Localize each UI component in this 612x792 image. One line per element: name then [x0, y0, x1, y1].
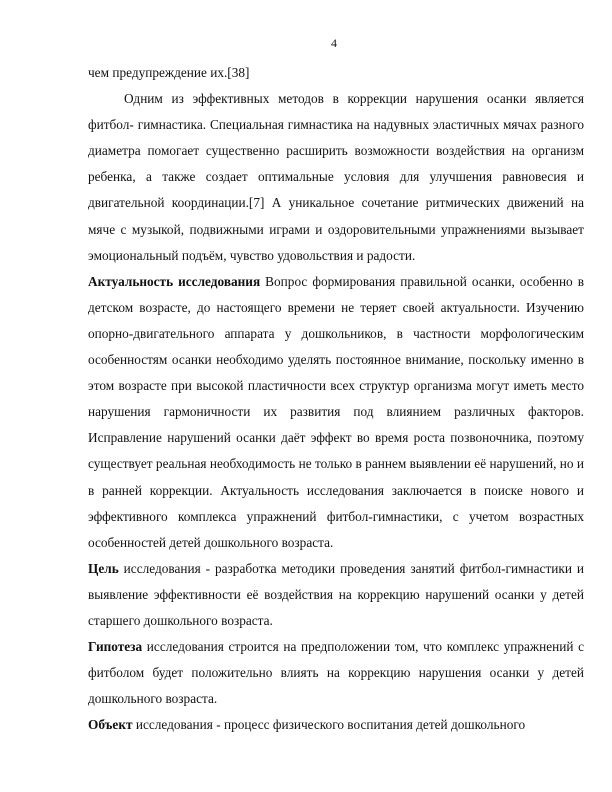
relevance-text: Вопрос формирования правильной осанки, особенно в детском возрасте, до настоящего времени не теряет своей актуальности. Изучению опорно-двигательного аппарата у дошкольников, в частности морфологическим особенностям осанки необходимо уделять постоянное внимание, поскольку именно в этом возрасте при высокой пластичности всех структур организма могут иметь место нарушения гармоничности их развития под влиянием различных факторов. Исправление нарушений осанки даёт эффект во время роста позвоночника, поэтому существует реальная необходимость не только в раннем выявлении её нарушений, но и в ранней коррекции. Актуальность исследования заключается в поиске нового и эффективного комплекса упражнений фитбол-гимнастики, с учетом возрастных особенностей детей дошкольного возраста.: [88, 273, 584, 550]
hypothesis-heading: Гипотеза: [88, 639, 143, 655]
relevance-heading: Актуальность исследования: [88, 273, 261, 289]
paragraph-goal: [88, 556, 584, 634]
paragraph-relevance: [88, 269, 584, 556]
page-body: [88, 60, 584, 738]
page-number: 4: [331, 36, 337, 50]
paragraph-continuation: чем предупреждение их.[38]: [88, 65, 250, 80]
hypothesis-text: исследования строится на предположении том, что комплекс упражнений с фитболом будет положительно влиять на коррекцию нарушения осанки у детей дошкольного возраста.: [88, 639, 584, 707]
object-text: исследования - процесс физического воспитания детей дошкольного: [132, 717, 526, 733]
paragraph-fitball-method: Одним из эффективных методов в коррекции нарушения осанки является фитбол- гимнастика. Специальная гимнастика на надувных эластичных мячах разного диаметра помогает существенно расширить возможности воздействия на организм ребенка, а также создает оптимальные условия для улучшения равновесия и двигательной координации.[7] А уникальное сочетание ритмических движений на мяче с музыкой, подвижными играми и оздоровительными упражнениями вызывает эмоциональный подъём, чувство удовольствия и радости.: [88, 91, 584, 263]
paragraph-object: [88, 712, 584, 738]
paragraph-hypothesis: [88, 634, 584, 712]
object-heading: Объект: [88, 717, 133, 733]
goal-heading: Цель: [88, 560, 119, 576]
goal-text: исследования - разработка методики проведения занятий фитбол-гимнастики и выявление эффективности её воздействия на коррекцию нарушений осанки у детей старшего дошкольного возраста.: [88, 560, 584, 628]
